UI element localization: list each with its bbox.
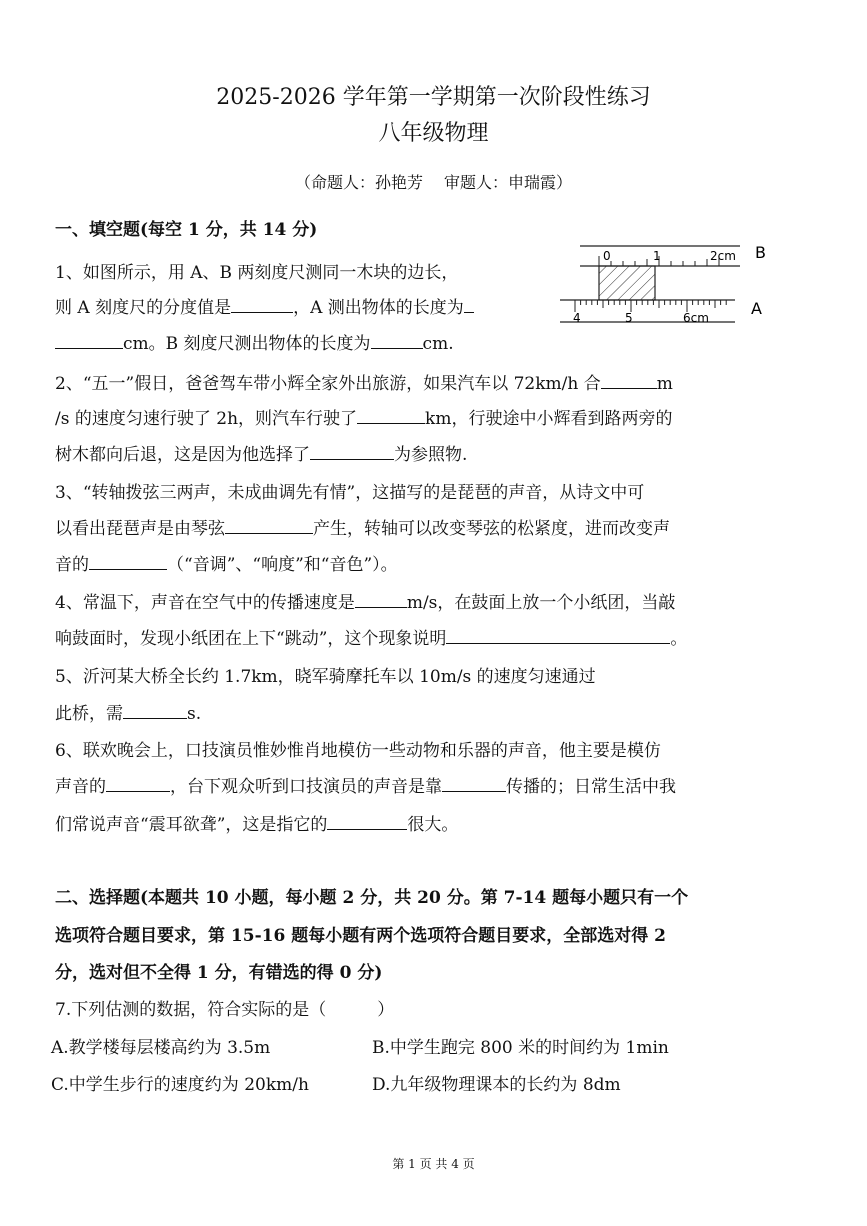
- q6-blank-3[interactable]: [327, 813, 407, 830]
- q2-line2: [55, 404, 672, 429]
- q2-text-f: 为参照物.: [394, 445, 468, 465]
- q7-option-b[interactable]: B.中学生跑完 800 米的时间约为 1min: [372, 1038, 669, 1058]
- q1-text-b: ，A 测出物体的长度为: [293, 298, 464, 318]
- q6-line3: [55, 810, 458, 835]
- q6-text-e: 很大。: [407, 815, 459, 835]
- q5-text-b: s.: [187, 704, 202, 724]
- q1-blank-3[interactable]: [371, 332, 423, 349]
- q6-line2: [55, 772, 676, 797]
- q3-blank-1[interactable]: [225, 517, 313, 534]
- section2-heading-line3: 分，选对但不全得 1 分，有错选的得 0 分): [55, 963, 383, 983]
- q1-text-a: 则 A 刻度尺的分度值是: [55, 298, 232, 318]
- q3-text-c: 音的: [55, 555, 89, 575]
- q1-blank-2a[interactable]: [464, 296, 474, 313]
- q6-text-d: 们常说声音“震耳欲聋”，这是指它的: [55, 815, 328, 835]
- q6-text-b: ，台下观众听到口技演员的声音是靠: [170, 777, 442, 797]
- q5-blank-1[interactable]: [123, 702, 187, 719]
- q3-text-b: 产生，转轴可以改变琴弦的松紧度，进而改变声: [313, 519, 670, 539]
- ruler-b-label-2: 2cm: [710, 249, 736, 263]
- q2-line3: [55, 440, 467, 465]
- page-footer: 第 1 页 共 4 页: [392, 1157, 475, 1171]
- q2-line1: [55, 369, 673, 394]
- q6-text-c: 传播的；日常生活中我: [506, 777, 676, 797]
- q4-blank-2[interactable]: [446, 627, 670, 644]
- q3-line1: 3、“转轴拨弦三两声，未成曲调先有情”，这描写的是琵琶的声音，从诗文中可: [55, 483, 645, 503]
- q5-line2: [55, 699, 201, 724]
- q7-option-d[interactable]: D.九年级物理课本的长约为 8dm: [372, 1075, 621, 1095]
- section1-heading: 一、填空题(每空 1 分，共 14 分): [55, 220, 318, 240]
- q1-blank-2b[interactable]: [55, 332, 123, 349]
- q4-text-b: m/s，在鼓面上放一个小纸团，当敲: [406, 593, 676, 613]
- q3-line2: [55, 514, 670, 539]
- ruler-a-label-4: 4: [573, 311, 581, 325]
- q3-blank-2[interactable]: [89, 553, 167, 570]
- q2-text-c: /s 的速度匀速行驶了 2h，则汽车行驶了: [55, 409, 358, 429]
- q6-blank-2[interactable]: [442, 775, 506, 792]
- q2-blank-3[interactable]: [310, 443, 394, 460]
- ruler-a-label-5: 5: [625, 311, 633, 325]
- ruler-b-label-1: 1: [653, 249, 661, 263]
- q4-blank-1[interactable]: [355, 591, 407, 608]
- q2-text-a: 2、“五一”假日，爸爸驾车带小辉全家外出旅游，如果汽车以 72km/h 合: [55, 374, 601, 394]
- q3-line3: [55, 550, 398, 575]
- q2-text-d: km，行驶途中小辉看到路两旁的: [425, 409, 673, 429]
- section2-heading-line2: 选项符合题目要求，第 15-16 题每小题有两个选项符合题目要求，全部选对得 2: [55, 926, 666, 946]
- exam-subtitle: 八年级物理: [378, 121, 489, 146]
- q3-text-a: 以看出琵琶声是由琴弦: [55, 519, 225, 539]
- q2-blank-1[interactable]: [601, 372, 657, 389]
- ruler-figure: [555, 238, 770, 328]
- q1-text-c: cm。B 刻度尺测出物体的长度为: [123, 334, 371, 354]
- ruler-a-label-6: 6cm: [683, 311, 709, 325]
- q4-line2: [55, 624, 687, 649]
- section2-heading-line1: 二、选择题(本题共 10 小题，每小题 2 分，共 20 分。第 7-14 题每小题只有一个: [55, 888, 689, 908]
- exam-authors: （命题人：孙艳芳 审题人：申瑞霞）: [294, 173, 573, 192]
- q7-option-a[interactable]: A.教学楼每层楼高约为 3.5m: [51, 1038, 271, 1058]
- q4-text-d: 。: [670, 629, 688, 649]
- q1-line3: [55, 329, 454, 354]
- q2-text-b: m: [656, 374, 673, 394]
- q1-text-d: cm.: [422, 334, 454, 354]
- q6-line1: 6、联欢晚会上，口技演员惟妙惟肖地模仿一些动物和乐器的声音，他主要是模仿: [55, 741, 661, 761]
- q3-text-d: （“音调”、“响度”和“音色”）。: [167, 555, 398, 575]
- q2-text-e: 树木都向后退，这是因为他选择了: [55, 445, 310, 465]
- ruler-b-label-0: 0: [603, 249, 611, 263]
- q4-text-c: 响鼓面时，发现小纸团在上下“跳动”，这个现象说明: [55, 629, 447, 649]
- q1-blank-1[interactable]: [231, 296, 293, 313]
- q1-line1: 1、如图所示，用 A、B 两刻度尺测同一木块的边长，: [55, 263, 459, 283]
- wood-block: [599, 266, 655, 300]
- exam-title: 2025-2026 学年第一学期第一次阶段性练习: [216, 85, 651, 110]
- q2-blank-2[interactable]: [357, 407, 425, 424]
- ruler-b-name: B: [755, 243, 766, 262]
- q4-line1: [55, 588, 675, 613]
- q6-blank-1[interactable]: [106, 775, 170, 792]
- q5-text-a: 此桥，需: [55, 704, 123, 724]
- q4-text-a: 4、常温下，声音在空气中的传播速度是: [55, 593, 355, 613]
- q7-stem: 7.下列估测的数据，符合实际的是（ ）: [55, 1000, 395, 1020]
- ruler-a-name: A: [751, 299, 762, 318]
- q1-line2: [55, 293, 474, 318]
- q5-line1: 5、沂河某大桥全长约 1.7km，晓军骑摩托车以 10m/s 的速度匀速通过: [55, 667, 596, 687]
- q6-text-a: 声音的: [55, 777, 106, 797]
- q7-option-c[interactable]: C.中学生步行的速度约为 20km/h: [51, 1075, 309, 1095]
